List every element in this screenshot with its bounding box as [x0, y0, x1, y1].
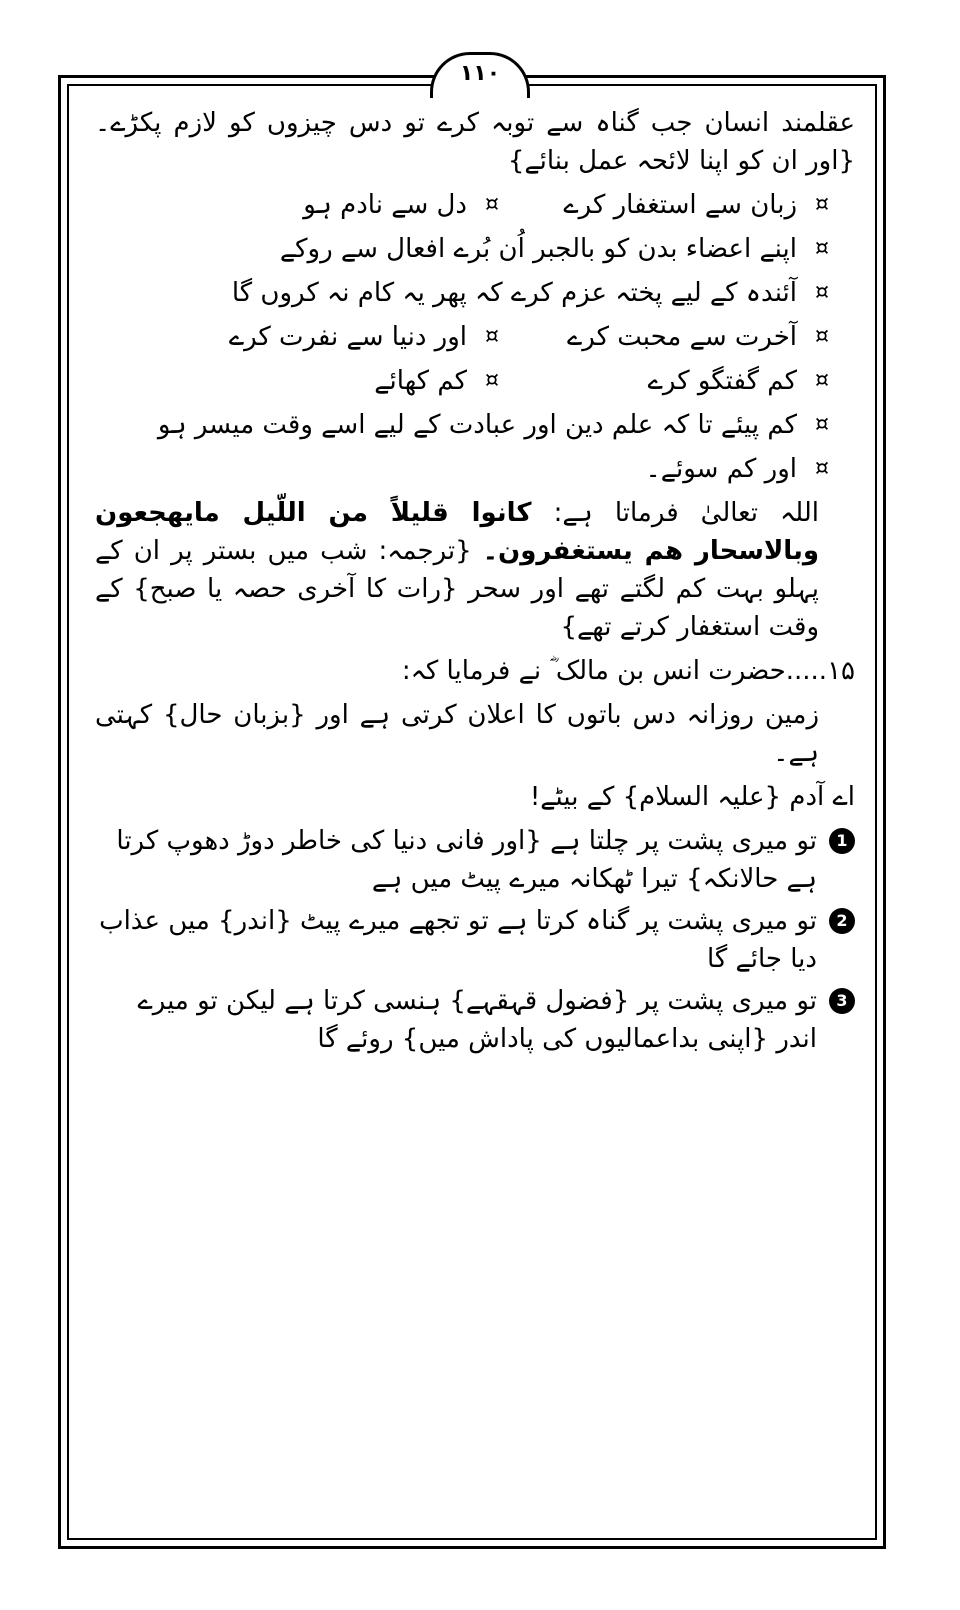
bullet-item: [280, 230, 835, 268]
bullet-text: اپنے اعضاء بدن کو بالجبر اُن بُرے افعال سے روکے: [279, 234, 797, 264]
bullet-icon: ¤: [815, 368, 829, 393]
bullet-icon: ¤: [485, 368, 499, 393]
bullet-text: دل سے نادم ہو: [303, 190, 467, 220]
bullet-item: [505, 186, 835, 224]
bullet-icon: ¤: [485, 324, 499, 349]
bullet-icon: ¤: [815, 280, 829, 305]
page-content: [95, 104, 855, 1062]
quran-lead: اللہ تعالیٰ فرماتا ہے:: [553, 498, 820, 528]
quran-translation: {ترجمہ: شب میں بستر پر ان کے پہلو بہت کم لگتے تھے اور سحر {رات کا آخری حصہ یا صبح} کے وقت استغفار کرتے تھے}: [95, 536, 819, 642]
bullet-row: [95, 450, 855, 488]
bullet-text: کم پیئے تا کہ علم دین اور عبادت کے لیے اسے وقت میسر ہو: [157, 410, 797, 440]
numbered-item: [95, 902, 855, 978]
numbered-text: تو میری پشت پر {فضول قہقہے} ہنسی کرتا ہے لیکن تو میرے اندر {اپنی بداعمالیوں کی پاداش میں} روئے گا: [137, 986, 817, 1054]
bullet-item: [175, 186, 505, 224]
bullet-row: [95, 318, 855, 356]
bullet-row: [95, 362, 855, 400]
number-badge-icon: 1: [829, 828, 855, 854]
page-number: ۱۱۰: [430, 52, 530, 98]
bullet-item: [232, 274, 835, 312]
quran-paragraph: [95, 494, 855, 646]
bullet-item: [505, 318, 835, 356]
quran-verse: کانوا قلیلاً من اللّیل مایھجعون وبالاسحار ھم یستغفرون۔: [95, 498, 819, 566]
bullet-item: [505, 362, 835, 400]
bullet-icon: ¤: [815, 412, 829, 437]
bullet-item: [175, 318, 505, 356]
hadith-line: اے آدم {علیہ السلام} کے بیٹے!: [529, 782, 855, 812]
numbered-text: تو میری پشت پر چلتا ہے {اور فانی دنیا کی خاطر دوڑ دھوپ کرتا ہے حالانکہ} تیرا ٹھکانہ میرے پیٹ میں ہے: [116, 826, 817, 894]
bullet-icon: ¤: [815, 192, 829, 217]
hadith-line: زمین روزانہ دس باتوں کا اعلان کرتی ہے اور {بزبان حال} کہتی ہے۔: [95, 700, 819, 768]
bullet-text: زبان سے استغفار کرے: [563, 190, 797, 220]
bullet-row: [95, 186, 855, 224]
page-badge-mask: [433, 92, 527, 102]
bullet-item: [505, 450, 835, 488]
bullet-text: اور کم سوئے۔: [645, 454, 797, 484]
bullet-row: [95, 406, 855, 444]
number-badge-icon: 2: [829, 908, 855, 934]
bullet-row: [95, 230, 855, 268]
numbered-item: [95, 822, 855, 898]
numbered-text: تو میری پشت پر گناہ کرتا ہے تو تجھے میرے پیٹ {اندر} میں عذاب دیا جائے گا: [99, 906, 817, 974]
bullet-item: [175, 362, 505, 400]
bullet-text: آخرت سے محبت کرے: [567, 322, 797, 352]
bullet-item: [158, 406, 835, 444]
bullet-text: کم گفتگو کرے: [647, 366, 797, 396]
hadith-heading: ۱۵.....حضرت انس بن مالک ؓ نے فرمایا کہ:: [401, 656, 855, 686]
numbered-item: [95, 982, 855, 1058]
number-badge-icon: 3: [829, 988, 855, 1014]
intro-paragraph: عقلمند انسان جب گناہ سے توبہ کرے تو دس چیزوں کو لازم پکڑے۔{اور ان کو اپنا لائحہ عمل بنائے}: [95, 108, 855, 176]
bullet-text: کم کھائے: [374, 366, 467, 396]
bullet-icon: ¤: [815, 456, 829, 481]
bullet-icon: ¤: [815, 324, 829, 349]
bullet-icon: ¤: [815, 236, 829, 261]
bullet-text: آئندہ کے لیے پختہ عزم کرے کہ پھر یہ کام نہ کروں گا: [231, 278, 797, 308]
bullet-icon: ¤: [485, 192, 499, 217]
bullet-row: [95, 274, 855, 312]
bullet-text: اور دنیا سے نفرت کرے: [228, 322, 467, 352]
